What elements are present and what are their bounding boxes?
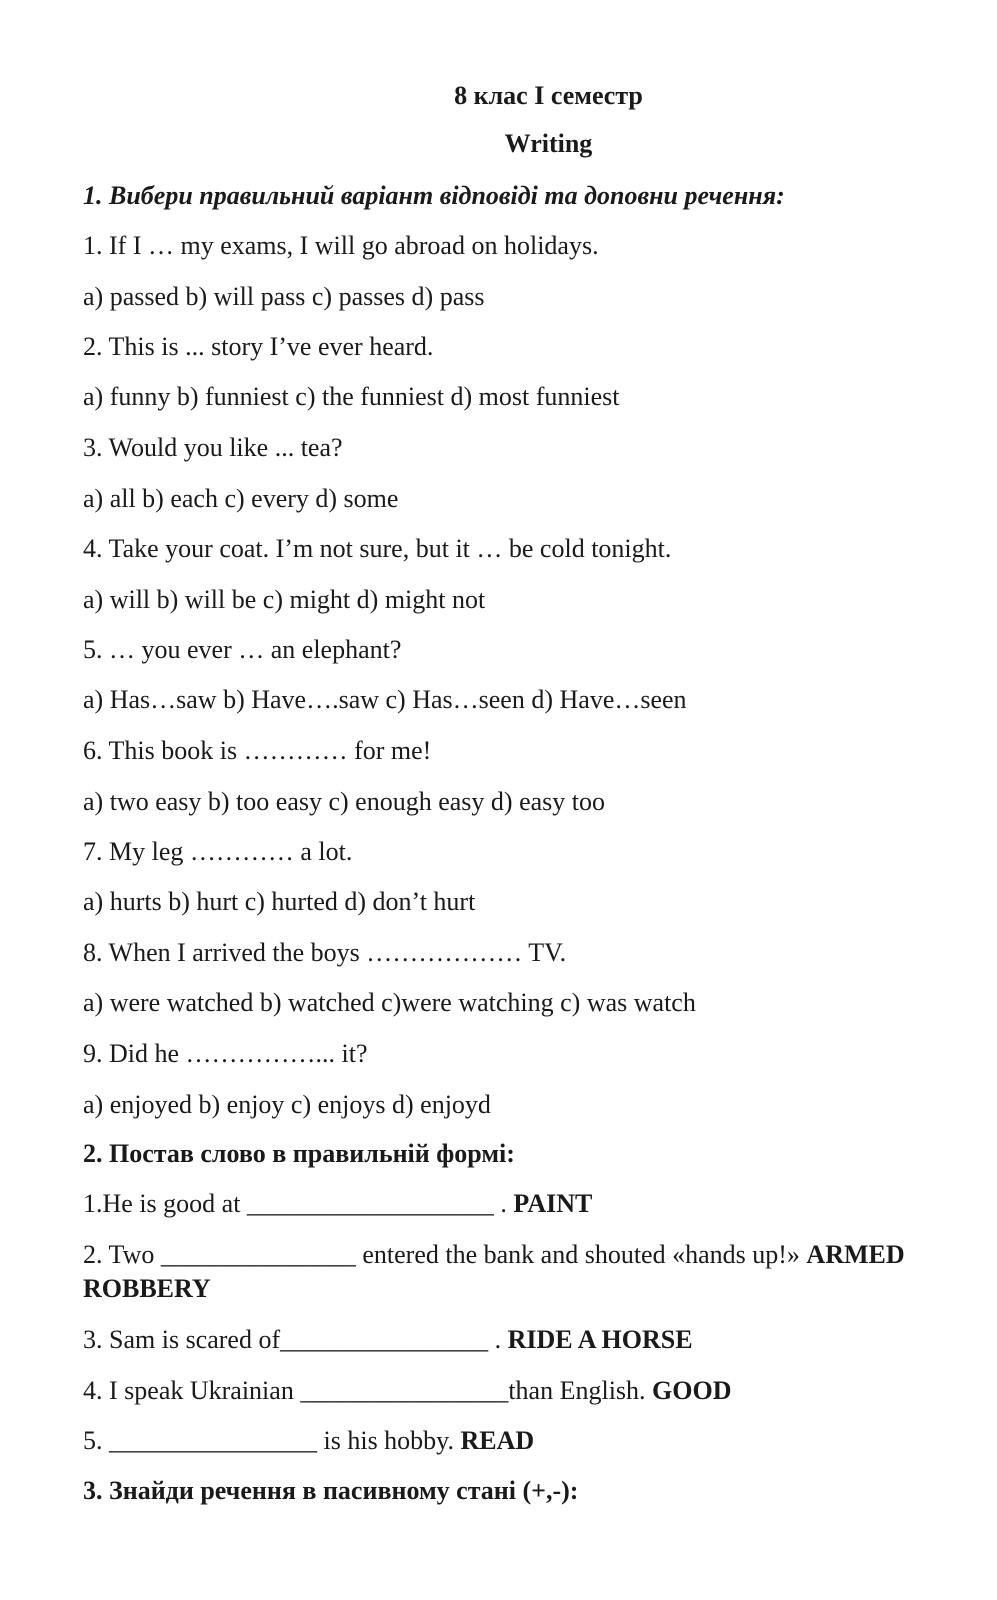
word-form-text: 3. Sam is scared of________________ . (83, 1325, 508, 1354)
options-9: a) enjoyed b) enjoy c) enjoys d) enjoyd (83, 1090, 491, 1119)
word-form-keyword: RIDE A HORSE (507, 1325, 693, 1354)
options-3: a) all b) each c) every d) some (83, 484, 399, 513)
question-4: 4. Take your coat. I’m not sure, but it … be cold tonight. (83, 534, 672, 563)
page-title: 8 клас I семестр (454, 81, 643, 110)
task1-heading: 1. Вибери правильний варіант відповіді та доповни речення: (83, 181, 785, 210)
word-form-item-2 (83, 1239, 905, 1271)
word-form-item-5 (83, 1425, 534, 1457)
options-5: a) Has…saw b) Have….saw c) Has…seen d) Have…seen (83, 685, 687, 714)
options-2: a) funny b) funniest c) the funniest d) most funniest (83, 382, 620, 411)
options-4: a) will b) will be c) might d) might not (83, 585, 486, 614)
word-form-text: 2. Two _______________ entered the bank and shouted «hands up!» (83, 1240, 807, 1269)
question-5: 5. … you ever … an elephant? (83, 635, 402, 664)
word-form-text: 1.He is good at ___________________ . (83, 1189, 514, 1218)
word-form-keyword: ARMED (806, 1240, 905, 1269)
word-form-text: 4. I speak Ukrainian ________________than English. (83, 1376, 653, 1405)
word-form-keyword-line2: ROBBERY (83, 1274, 211, 1303)
word-form-item-1 (83, 1188, 592, 1220)
question-9: 9. Did he ……………... it? (83, 1039, 368, 1068)
word-form-text: 5. ________________ is his hobby. (83, 1426, 461, 1455)
word-form-keyword: PAINT (513, 1189, 593, 1218)
word-form-item-4 (83, 1375, 731, 1407)
options-8: a) were watched b) watched c)were watching c) was watch (83, 988, 696, 1017)
options-6: a) two easy b) too easy c) enough easy d) easy too (83, 787, 605, 816)
word-form-keyword: READ (460, 1426, 535, 1455)
word-form-keyword: GOOD (652, 1376, 732, 1405)
question-7: 7. My leg ………… a lot. (83, 837, 353, 866)
options-7: a) hurts b) hurt c) hurted d) don’t hurt (83, 887, 476, 916)
page-subtitle: Writing (504, 129, 593, 158)
task2-heading: 2. Постав слово в правильній формі: (83, 1139, 515, 1168)
task3-heading: 3. Знайди речення в пасивному стані (+,-): (83, 1476, 579, 1505)
question-6: 6. This book is ………… for me! (83, 736, 432, 765)
question-1: 1. If I … my exams, I will go abroad on holidays. (83, 231, 599, 260)
options-1: a) passed b) will pass c) passes d) pass (83, 282, 485, 311)
word-form-item-3 (83, 1324, 693, 1356)
question-8: 8. When I arrived the boys ……………… TV. (83, 938, 567, 967)
question-2: 2. This is ... story I’ve ever heard. (83, 332, 434, 361)
question-3: 3. Would you like ... tea? (83, 433, 343, 462)
